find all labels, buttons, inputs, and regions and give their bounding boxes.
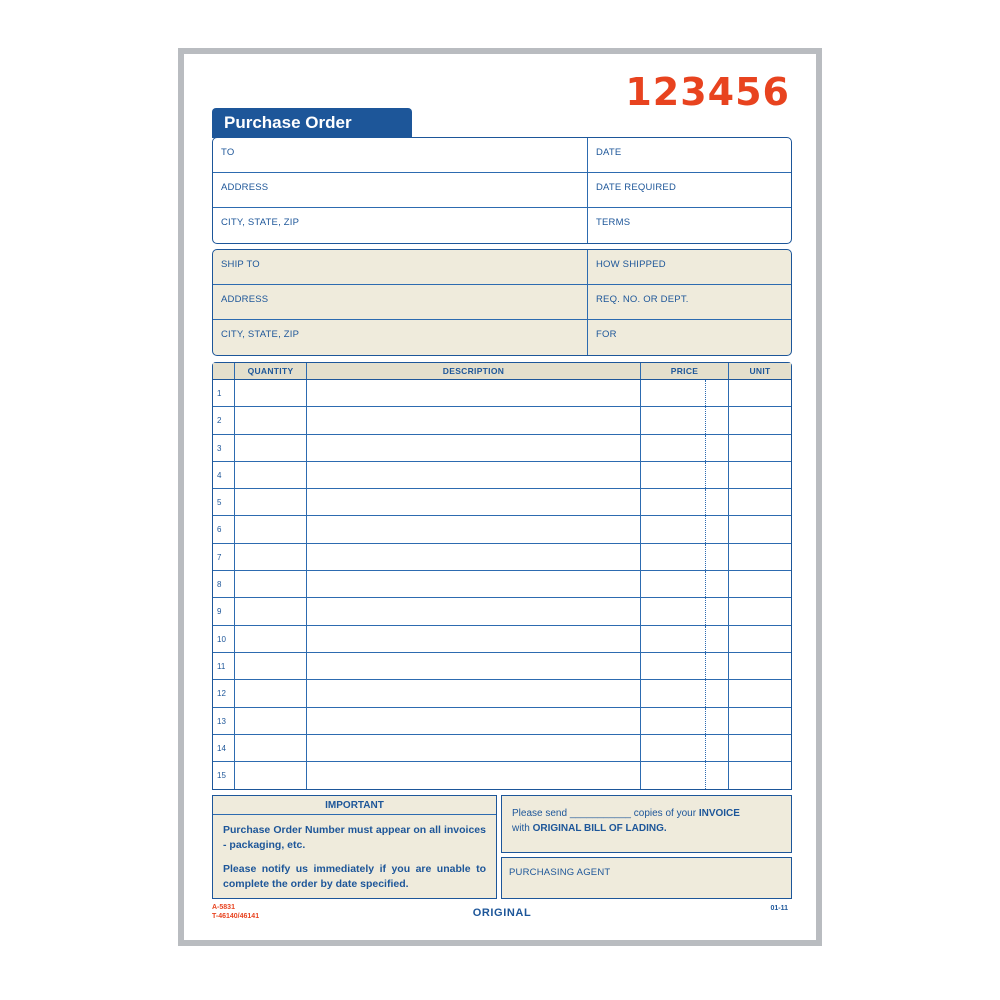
description-cell[interactable] (307, 571, 641, 597)
row-number-label: 5 (217, 498, 222, 508)
price-cell[interactable] (641, 407, 729, 433)
column-header-description: DESCRIPTION (307, 363, 641, 379)
row-number-label: 6 (217, 525, 222, 535)
description-cell[interactable] (307, 653, 641, 679)
row-number-cell (213, 680, 235, 706)
row-number-cell (213, 708, 235, 734)
unit-cell[interactable] (729, 544, 791, 570)
cents-divider (705, 762, 706, 789)
field-address[interactable] (213, 173, 588, 207)
field-label-date: DATE (596, 147, 622, 158)
invoice-instructions-column (501, 795, 792, 899)
description-cell[interactable] (307, 435, 641, 461)
revision-code: 01-11 (770, 905, 788, 913)
field-ship-city-state-zip[interactable] (213, 320, 588, 355)
form-body (212, 108, 792, 925)
field-label-how-shipped: HOW SHIPPED (596, 259, 666, 270)
price-cell[interactable] (641, 653, 729, 679)
important-paragraph-1: Purchase Order Number must appear on all invoices - packaging, etc. (223, 824, 486, 852)
table-row (213, 489, 791, 516)
form-code-line-1: A-5831 (212, 904, 235, 912)
purchase-order-form (184, 54, 816, 940)
unit-cell[interactable] (729, 380, 791, 406)
bottom-section (212, 795, 792, 899)
unit-cell[interactable] (729, 489, 791, 515)
field-purchasing-agent[interactable] (501, 857, 792, 899)
form-footer (212, 903, 792, 925)
line-items-table (212, 362, 792, 790)
field-row-ship-city-for (213, 320, 791, 355)
price-cell[interactable] (641, 680, 729, 706)
cents-divider (705, 653, 706, 679)
field-label-ship-to: SHIP TO (221, 259, 260, 270)
field-ship-to[interactable] (213, 250, 588, 284)
table-row (213, 680, 791, 707)
row-number-cell (213, 544, 235, 570)
send-copies-line-2 (512, 821, 781, 836)
unit-cell[interactable] (729, 598, 791, 624)
quantity-cell[interactable] (235, 708, 307, 734)
cents-divider (705, 708, 706, 734)
quantity-cell[interactable] (235, 544, 307, 570)
quantity-cell[interactable] (235, 626, 307, 652)
field-row-ship-to-how-shipped (213, 250, 791, 285)
field-label-ship-address: ADDRESS (221, 294, 269, 305)
table-row (213, 462, 791, 489)
table-row (213, 626, 791, 653)
cents-divider (705, 598, 706, 624)
price-cell[interactable] (641, 544, 729, 570)
row-number-cell (213, 762, 235, 789)
row-number-label: 4 (217, 470, 222, 480)
cents-divider (705, 407, 706, 433)
price-cell[interactable] (641, 516, 729, 542)
table-row (213, 380, 791, 407)
quantity-cell[interactable] (235, 516, 307, 542)
description-cell[interactable] (307, 598, 641, 624)
cents-divider (705, 544, 706, 570)
field-label-purchasing-agent: PURCHASING AGENT (509, 867, 611, 879)
field-row-city-terms (213, 208, 791, 243)
row-number-cell (213, 516, 235, 542)
description-cell[interactable] (307, 762, 641, 789)
price-cell[interactable] (641, 380, 729, 406)
quantity-cell[interactable] (235, 598, 307, 624)
row-number-cell (213, 735, 235, 761)
cents-divider (705, 435, 706, 461)
important-paragraph-2: Please notify us immediately if you are unable to complete the order by date specified. (223, 863, 486, 891)
send-copies-with-prefix: with (512, 823, 533, 835)
price-cell[interactable] (641, 571, 729, 597)
table-row (213, 735, 791, 762)
field-label-req-no-or-dept: REQ. NO. OR DEPT. (596, 294, 689, 305)
field-req-no-or-dept[interactable] (588, 285, 791, 319)
row-number-cell (213, 598, 235, 624)
column-header-unit: UNIT (749, 366, 771, 376)
field-terms[interactable] (588, 208, 791, 243)
send-copies-invoice-bold: INVOICE (698, 808, 740, 820)
field-label-city-state-zip: CITY, STATE, ZIP (221, 217, 300, 228)
field-label-to: TO (221, 147, 235, 158)
quantity-cell[interactable] (235, 762, 307, 789)
unit-cell[interactable] (729, 516, 791, 542)
row-number-cell (213, 626, 235, 652)
important-notice-box (212, 795, 497, 899)
row-number-label: 11 (217, 661, 226, 671)
row-number-label: 12 (217, 689, 226, 699)
field-date[interactable] (588, 138, 791, 172)
cents-divider (705, 626, 706, 652)
price-cell[interactable] (641, 435, 729, 461)
unit-cell[interactable] (729, 626, 791, 652)
price-cell[interactable] (641, 708, 729, 734)
table-row (213, 407, 791, 434)
description-cell[interactable] (307, 462, 641, 488)
description-cell[interactable] (307, 544, 641, 570)
description-cell[interactable] (307, 735, 641, 761)
row-number-cell (213, 407, 235, 433)
form-title-tab (212, 108, 412, 138)
quantity-cell[interactable] (235, 571, 307, 597)
table-row (213, 762, 791, 789)
quantity-cell[interactable] (235, 435, 307, 461)
form-code-line-2: T-46140/46141 (212, 913, 260, 921)
field-label-address: ADDRESS (221, 182, 269, 193)
row-number-cell (213, 435, 235, 461)
row-number-label: 15 (217, 771, 226, 781)
unit-cell[interactable] (729, 708, 791, 734)
field-label-terms: TERMS (596, 217, 631, 228)
quantity-cell[interactable] (235, 680, 307, 706)
column-header-quantity: QUANTITY (235, 363, 307, 379)
row-number-cell (213, 380, 235, 406)
field-how-shipped[interactable] (588, 250, 791, 284)
field-label-for: FOR (596, 329, 617, 340)
description-cell[interactable] (307, 380, 641, 406)
table-row (213, 435, 791, 462)
unit-cell[interactable] (729, 571, 791, 597)
quantity-cell[interactable] (235, 407, 307, 433)
table-row (213, 544, 791, 571)
price-cell[interactable] (641, 762, 729, 789)
quantity-cell[interactable] (235, 653, 307, 679)
send-copies-note (501, 795, 792, 853)
field-date-required[interactable] (588, 173, 791, 207)
description-cell[interactable] (307, 407, 641, 433)
table-row (213, 708, 791, 735)
field-ship-address[interactable] (213, 285, 588, 319)
description-cell[interactable] (307, 680, 641, 706)
page-title: Purchase Order (224, 113, 352, 132)
table-row (213, 598, 791, 625)
purchase-order-number: 123456 (625, 70, 790, 114)
copy-label: ORIGINAL (472, 907, 532, 920)
row-number-label: 13 (217, 716, 226, 726)
cents-divider (705, 571, 706, 597)
row-number-label: 3 (217, 443, 222, 453)
description-cell[interactable] (307, 708, 641, 734)
price-cell[interactable] (641, 626, 729, 652)
cents-divider (705, 380, 706, 406)
unit-cell[interactable] (729, 735, 791, 761)
quantity-cell[interactable] (235, 735, 307, 761)
table-row (213, 653, 791, 680)
row-number-cell (213, 653, 235, 679)
line-items-header-row (213, 363, 791, 380)
description-cell[interactable] (307, 516, 641, 542)
row-number-label: 8 (217, 580, 222, 590)
field-row-ship-address-req-no (213, 285, 791, 320)
row-number-cell (213, 462, 235, 488)
description-cell[interactable] (307, 489, 641, 515)
unit-cell[interactable] (729, 407, 791, 433)
send-copies-bill-of-lading-bold: ORIGINAL BILL OF LADING. (532, 823, 667, 835)
row-number-cell (213, 489, 235, 515)
field-to[interactable] (213, 138, 588, 172)
buyer-info-block (212, 137, 792, 244)
row-number-label: 9 (217, 607, 222, 617)
quantity-cell[interactable] (235, 462, 307, 488)
row-number-label: 1 (217, 389, 222, 398)
field-row-to-date (213, 138, 791, 173)
row-number-label: 7 (217, 552, 222, 562)
description-cell[interactable] (307, 626, 641, 652)
cents-divider (705, 735, 706, 761)
row-number-label: 14 (217, 743, 226, 753)
price-cell[interactable] (641, 462, 729, 488)
cents-divider (705, 680, 706, 706)
field-for[interactable] (588, 320, 791, 355)
cents-divider (705, 516, 706, 542)
table-row (213, 571, 791, 598)
unit-cell[interactable] (729, 680, 791, 706)
table-row (213, 516, 791, 543)
field-label-date-required: DATE REQUIRED (596, 182, 677, 193)
column-header-row-number (213, 363, 235, 379)
unit-cell[interactable] (729, 435, 791, 461)
field-row-address-date-required (213, 173, 791, 208)
field-label-ship-city-state-zip: CITY, STATE, ZIP (221, 329, 300, 340)
price-cell[interactable] (641, 598, 729, 624)
unit-cell[interactable] (729, 653, 791, 679)
price-cell[interactable] (641, 735, 729, 761)
important-body (213, 815, 496, 898)
quantity-cell[interactable] (235, 380, 307, 406)
row-number-cell (213, 571, 235, 597)
unit-cell[interactable] (729, 762, 791, 789)
field-city-state-zip[interactable] (213, 208, 588, 243)
row-number-label: 2 (217, 416, 222, 426)
row-number-label: 10 (217, 634, 226, 644)
ship-to-block (212, 249, 792, 356)
quantity-cell[interactable] (235, 489, 307, 515)
price-cell[interactable] (641, 489, 729, 515)
send-copies-line-1 (512, 806, 781, 821)
important-title: IMPORTANT (213, 796, 496, 815)
send-copies-prefix: Please send ___________ copies of your (512, 808, 699, 820)
cents-divider (705, 462, 706, 488)
cents-divider (705, 489, 706, 515)
unit-cell[interactable] (729, 462, 791, 488)
column-header-price: PRICE (641, 363, 729, 379)
